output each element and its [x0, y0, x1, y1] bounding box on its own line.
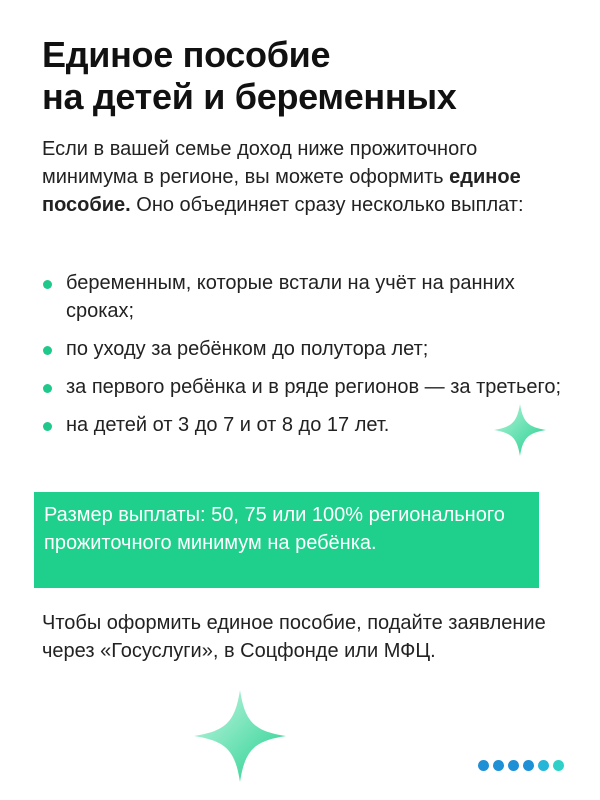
green-dot-icon [43, 280, 52, 289]
list-item-text: на детей от 3 до 7 и от 8 до 17 лет. [66, 414, 390, 436]
benefits-list [42, 269, 562, 449]
list-item-text: за первого ребёнка и в ряде регионов — за третьего; [66, 376, 562, 398]
how-to-apply-paragraph: Чтобы оформить единое пособие, подайте заявление через «Госуслуги», в Соцфонде или МФЦ. [42, 612, 546, 662]
list-item [42, 411, 562, 439]
list-item-text: по уходу за ребёнком до полутора лет; [66, 338, 429, 360]
payment-size-text: Размер выплаты: 50, 75 или 100% регионального прожиточного минимум на ребёнка. [44, 504, 505, 554]
page-dot [523, 760, 534, 771]
page-dot [508, 760, 519, 771]
list-item [42, 373, 562, 401]
intro-bold-text: единое пособие. [42, 166, 521, 216]
title-line-1: Единое пособие [42, 34, 331, 75]
title-line-2: на детей и беременных [42, 76, 457, 117]
list-item-text: беременным, которые встали на учёт на ранних сроках; [66, 272, 515, 322]
sparkle-star-icon [490, 400, 550, 460]
page-dot [553, 760, 564, 771]
list-item [42, 269, 562, 325]
list-item [42, 335, 562, 363]
page-dot [478, 760, 489, 771]
intro-text-before: Если в вашей семье доход ниже прожиточного минимума в регионе, вы можете оформить [42, 138, 478, 188]
page-dot [493, 760, 504, 771]
green-dot-icon [43, 346, 52, 355]
page-dot [538, 760, 549, 771]
page-indicator [478, 760, 564, 771]
page-title [42, 34, 457, 118]
green-dot-icon [43, 384, 52, 393]
sparkle-star-icon [190, 686, 290, 786]
intro-paragraph [42, 135, 572, 219]
intro-text-after: Оно объединяет сразу несколько выплат: [130, 194, 524, 216]
green-dot-icon [43, 422, 52, 431]
